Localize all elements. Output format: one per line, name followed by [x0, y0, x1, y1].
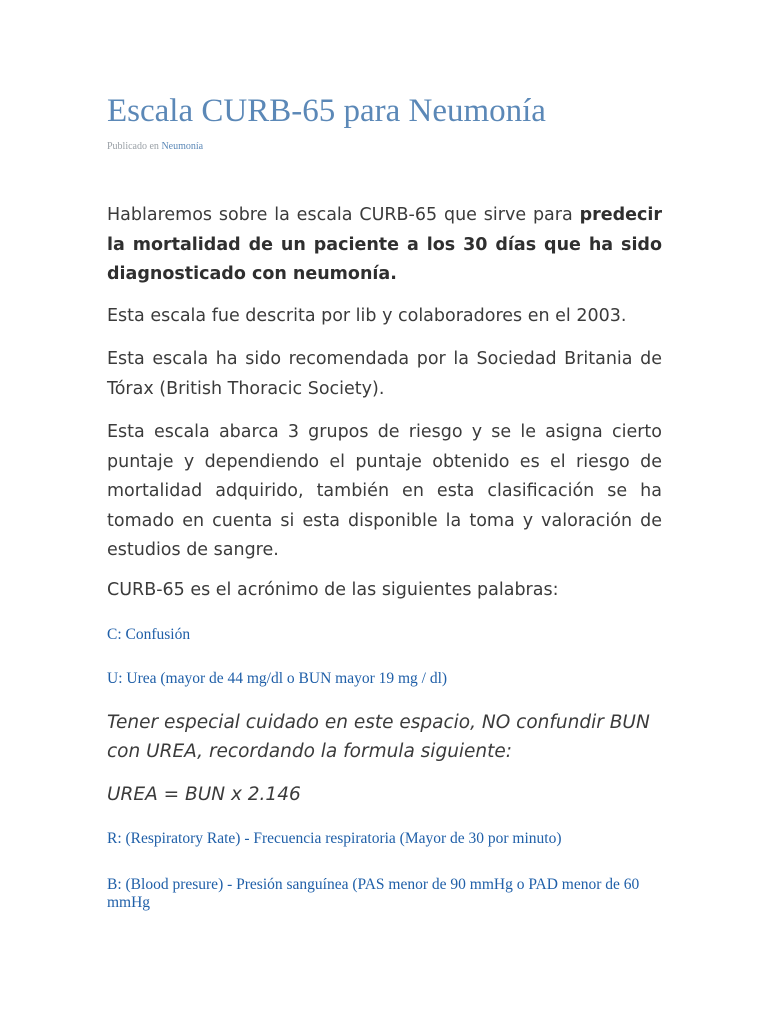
intro-bold-text: predecir la mortalidad de un paciente a los 30 días que ha sido diagnosticado con neumonía.	[107, 205, 662, 284]
recommendation-paragraph: Esta escala ha sido recomendada por la Sociedad Britania de Tórax (British Thoracic Society).	[107, 349, 662, 399]
published-in-label: Publicado en	[107, 141, 159, 152]
criterion-urea: U: Urea (mayor de 44 mg/dl o BUN mayor 19 mg / dl)	[107, 670, 448, 687]
urea-formula: UREA = BUN x 2.146	[107, 784, 301, 805]
category-link[interactable]: Neumonía	[161, 141, 204, 152]
intro-text: Hablaremos sobre la escala CURB-65 que sirve para	[107, 205, 580, 225]
criterion-blood-pressure: B: (Blood presure) - Presión sanguínea (PAS menor de 90 mmHg o PAD menor de 60 mmHg	[107, 876, 640, 911]
post-meta	[107, 140, 203, 154]
bun-urea-note: Tener especial cuidado en este espacio, NO confundir BUN con UREA, recordando la formula siguiente:	[107, 712, 650, 762]
criterion-confusion: C: Confusión	[107, 626, 191, 643]
article-title: Escala CURB-65 para Neumonía	[107, 93, 546, 129]
acronym-intro-paragraph: CURB-65 es el acrónimo de las siguientes palabras:	[107, 580, 559, 600]
risk-groups-paragraph: Esta escala abarca 3 grupos de riesgo y se le asigna cierto puntaje y dependiendo el puntaje obtenido es el riesgo de mortalidad adquirido, también en esta clasificación se ha tomado en cuenta si esta disponible la toma y valoración de estudios de sangre.	[107, 422, 662, 560]
description-paragraph: Esta escala fue descrita por lib y colaboradores en el 2003.	[107, 306, 627, 326]
criterion-respiratory-rate: R: (Respiratory Rate) - Frecuencia respiratoria (Mayor de 30 por minuto)	[107, 830, 562, 847]
intro-paragraph	[107, 201, 662, 290]
